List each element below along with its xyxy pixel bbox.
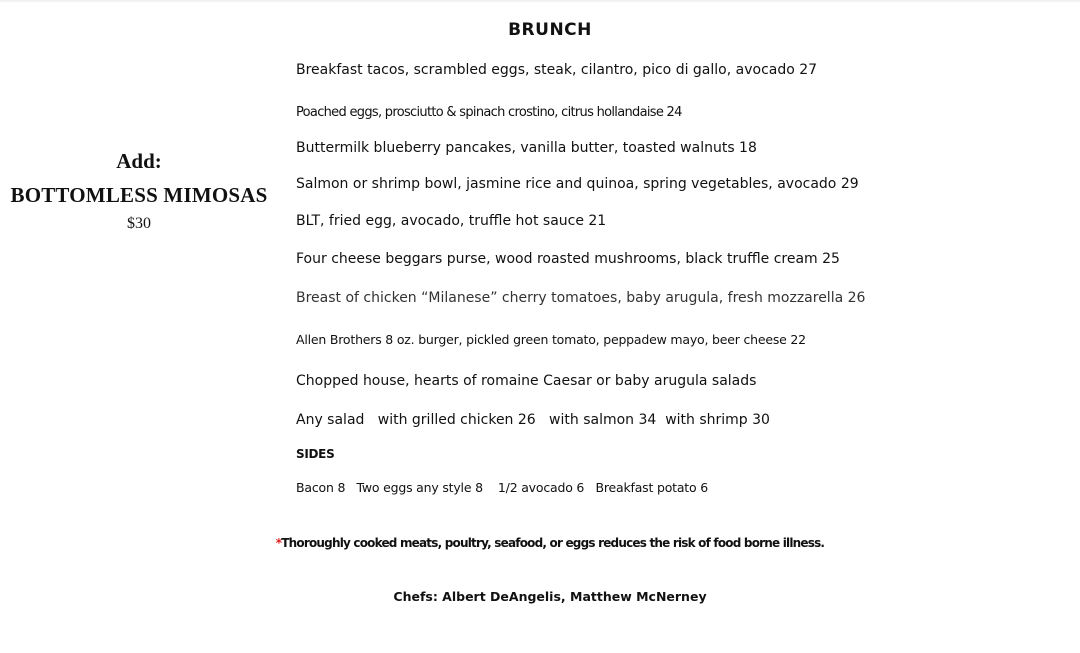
asterisk-icon: * — [275, 536, 282, 550]
menu-item: Chopped house, hearts of romaine Caesar or baby arugula salads — [296, 373, 757, 389]
menu-item: Poached eggs, prosciutto & spinach crostino, citrus hollandaise 24 — [296, 105, 682, 120]
promo-title: BOTTOMLESS MIMOSAS — [10, 183, 268, 207]
disclaimer-text: Thoroughly cooked meats, poultry, seafood, or eggs reduces the risk of food borne illness. — [281, 536, 825, 550]
chefs-credit: Chefs: Albert DeAngelis, Matthew McNerney — [393, 589, 707, 604]
sides-heading: SIDES — [296, 447, 335, 461]
menu-item: BLT, fried egg, avocado, truffle hot sauce 21 — [296, 213, 607, 229]
bottomless-mimosas-promo — [0, 148, 278, 234]
menu-item: Breast of chicken “Milanese” cherry tomatoes, baby arugula, fresh mozzarella 26 — [296, 290, 866, 306]
menu-title: BRUNCH — [508, 20, 592, 40]
sides-list: Bacon 8 Two eggs any style 8 1/2 avocado 6 Breakfast potato 6 — [296, 480, 708, 495]
promo-price: $30 — [127, 215, 151, 232]
top-edge-shadow — [0, 0, 1080, 3]
menu-item: Four cheese beggars purse, wood roasted mushrooms, black truffle cream 25 — [296, 251, 840, 267]
promo-add-label: Add: — [116, 149, 162, 173]
menu-item: Any salad with grilled chicken 26 with salmon 34 with shrimp 30 — [296, 412, 770, 428]
menu-item: Breakfast tacos, scrambled eggs, steak, cilantro, pico di gallo, avocado 27 — [296, 62, 818, 78]
menu-item: Salmon or shrimp bowl, jasmine rice and quinoa, spring vegetables, avocado 29 — [296, 176, 859, 192]
food-safety-disclaimer — [0, 536, 1080, 550]
menu-item: Allen Brothers 8 oz. burger, pickled green tomato, peppadew mayo, beer cheese 22 — [296, 332, 806, 347]
menu-item: Buttermilk blueberry pancakes, vanilla butter, toasted walnuts 18 — [296, 140, 757, 156]
